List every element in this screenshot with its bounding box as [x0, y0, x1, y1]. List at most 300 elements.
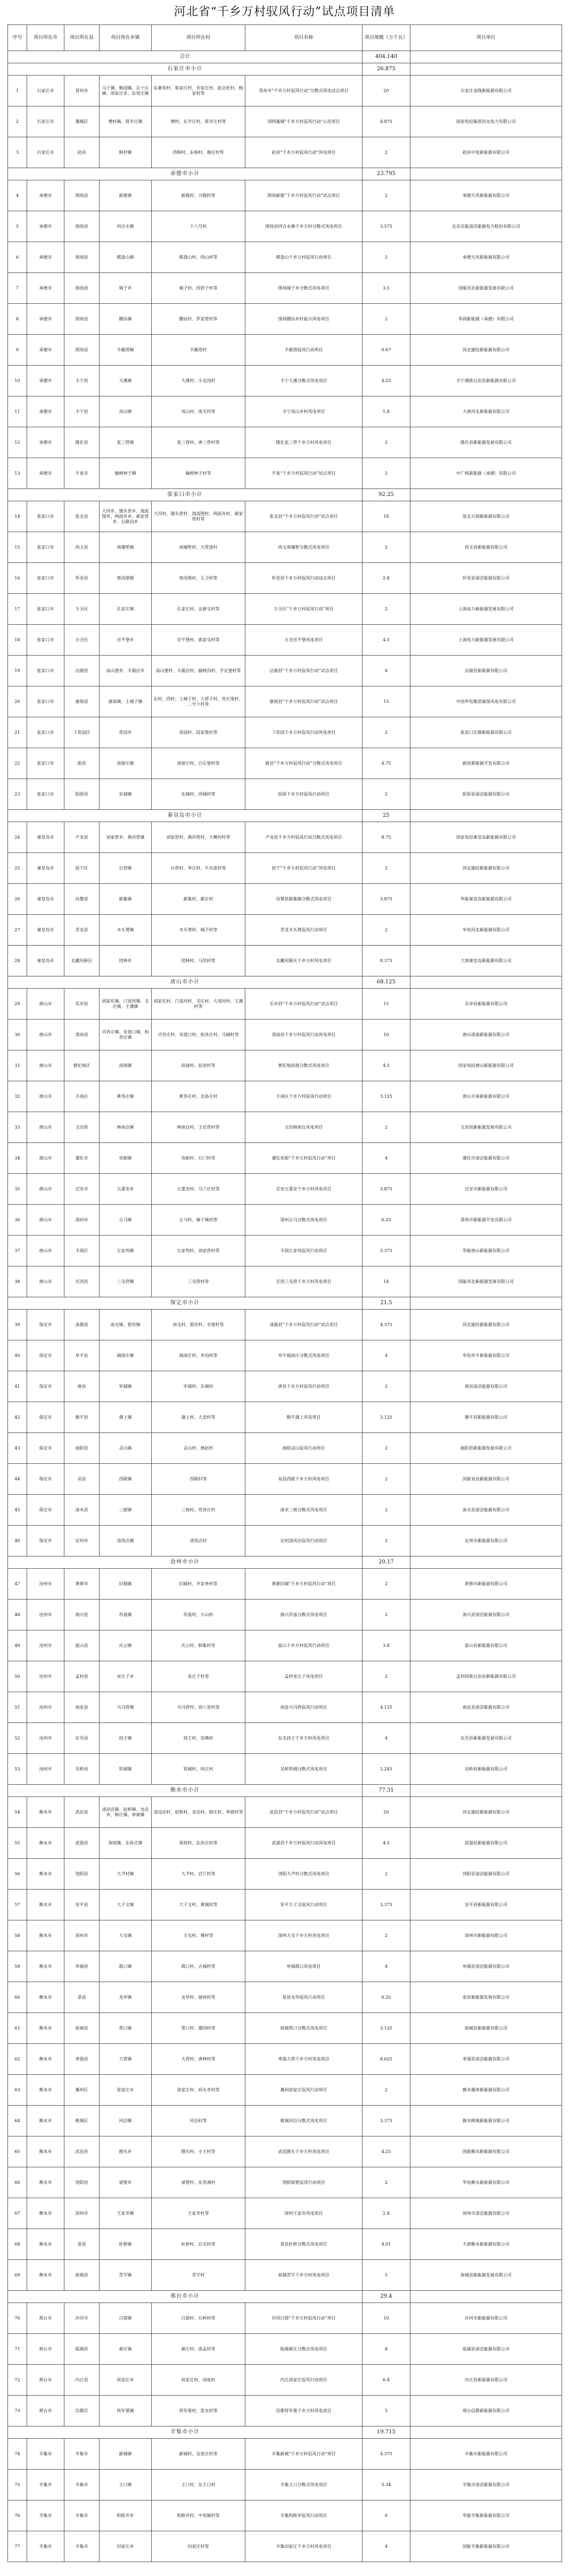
row-county: 卢龙县	[64, 822, 100, 853]
row-capacity: 4	[362, 1143, 410, 1174]
row-county: 深州市	[64, 1920, 100, 1951]
row-city: 秦皇岛市	[27, 853, 64, 884]
row-village: 铁城村、何庄村	[152, 1754, 245, 1785]
table-row	[8, 1982, 562, 2013]
row-capacity: 3.375	[362, 1890, 410, 1920]
row-capacity: 10	[362, 1020, 410, 1050]
row-town: 田家庄乡	[100, 2531, 152, 2562]
row-project-name: 遵化党峪“千乡万村驭风行动”项目	[245, 1143, 362, 1174]
row-town: 大营镇	[100, 2044, 152, 2075]
table-row	[8, 946, 562, 976]
row-county: 饶阳县	[64, 1859, 100, 1890]
row-company: 大唐衡水新能源有限公司	[410, 2229, 562, 2260]
row-village: 南留庄村、白后堡村等	[152, 748, 245, 779]
row-project-name: 安平大子文驭风行动项目	[245, 1890, 362, 1920]
row-project-name: 枣强大营千乡万村风电项目	[245, 2044, 362, 2075]
row-village: 和睦井村、中里厢村等	[152, 2500, 245, 2531]
row-capacity: 0.67	[362, 335, 410, 366]
table-row	[8, 1143, 562, 1174]
row-village: 黄各庄村、北孙庄村	[152, 1081, 245, 1112]
row-county: 遵化市	[64, 1143, 100, 1174]
row-village: 杜桥村、后屯村等	[152, 2229, 245, 2260]
row-project-name: 饶阳留楚驭风行动项目	[245, 2167, 362, 2198]
row-project-name: 顺平蒲上风电项目	[245, 1402, 362, 1433]
row-capacity: 2	[362, 1464, 410, 1495]
row-index: 54	[8, 1797, 27, 1828]
row-capacity: 2	[362, 594, 410, 625]
row-town: 新城镇	[100, 2439, 152, 2470]
row-village: 周窝村、东孙庄村等	[152, 1828, 245, 1859]
table-row	[8, 211, 562, 242]
row-town: 东城镇	[100, 779, 152, 810]
row-capacity: 2	[362, 1371, 410, 1402]
row-index: 63	[8, 2075, 27, 2106]
row-town: 棋盘山镇	[100, 242, 152, 273]
table-row	[8, 1661, 562, 1692]
row-city: 唐山市	[27, 1205, 64, 1236]
row-city: 衡水市	[27, 2198, 64, 2229]
row-project-name: 丰宁凤山乡村风电项目	[245, 396, 362, 427]
row-company: 承德天风新能源有限公司	[410, 242, 562, 273]
row-town: 乌马营镇	[100, 1692, 152, 1723]
section-blank	[410, 1556, 562, 1569]
row-project-name: 故城青罕千乡万村风电项目	[245, 2260, 362, 2291]
row-company: 吴桥县新能源有限公司	[410, 1754, 562, 1785]
row-index: 50	[8, 1661, 27, 1692]
row-capacity: 8.625	[362, 2044, 410, 2075]
row-city: 保定市	[27, 1402, 64, 1433]
table-row	[8, 1754, 562, 1785]
row-city: 邢台市	[27, 2334, 64, 2365]
row-capacity: 2	[362, 1495, 410, 1526]
row-town: 郑口镇	[100, 2013, 152, 2044]
row-capacity: 14	[362, 1266, 410, 1297]
row-county: 黄骅市	[64, 1569, 100, 1600]
row-capacity: 2	[362, 304, 410, 335]
row-town: 柴沟堡镇	[100, 563, 152, 594]
table-row	[8, 532, 562, 563]
row-city: 沧州市	[27, 1723, 64, 1754]
row-county: 故城县	[64, 2013, 100, 2044]
row-index: 35	[8, 1174, 27, 1205]
row-town: 黄各庄镇	[100, 1081, 152, 1112]
row-company: 故城县新能源发展有限公司	[410, 2260, 562, 2291]
row-project-name: 景县龙华驭风行动项目	[245, 1982, 362, 2013]
row-town: 大滩镇	[100, 366, 152, 396]
row-capacity: 15	[362, 989, 410, 1020]
table-row	[8, 1828, 562, 1859]
table-row	[8, 1371, 562, 1402]
row-town: 司各庄镇、宋道口镇、柏各庄镇	[100, 1020, 152, 1050]
row-capacity: 8	[362, 2334, 410, 2365]
row-capacity: 2	[362, 1433, 410, 1464]
section-subtotal-row	[8, 168, 562, 180]
row-company: 东光县新能源发展有限公司	[410, 1723, 562, 1754]
row-company: 衡水冀州新能源有限公司	[410, 2075, 562, 2106]
row-city: 唐山市	[27, 1236, 64, 1266]
row-capacity: 2	[362, 779, 410, 810]
row-town: 宋庄子乡	[100, 1661, 152, 1692]
row-company: 蔚县新能源开发有限公司	[410, 748, 562, 779]
row-county: 围场县	[64, 304, 100, 335]
row-index: 44	[8, 1464, 27, 1495]
row-project-name: 张北县“千乡万村驭风行动”试点项目	[245, 501, 362, 532]
row-company: 临城县清洁能源有限公司	[410, 2334, 562, 2365]
row-town: 韩村镇	[100, 137, 152, 168]
row-town: 郝庄镇	[100, 2334, 152, 2365]
row-project-name: 吴桥铁城分散式风电项目	[245, 1754, 362, 1785]
section-name: 唐山市小计	[8, 976, 362, 989]
row-county: 辛集市	[64, 2470, 100, 2500]
row-town: 南壕堑镇	[100, 532, 152, 563]
row-project-name: 辛集和睦井驭风行动项目	[245, 2500, 362, 2531]
document-title: 河北省“千乡万村驭风行动”试点项目清单	[174, 5, 395, 19]
row-company: 怀安县清洁能源有限公司	[410, 563, 562, 594]
table-row	[8, 273, 562, 304]
table-row	[8, 1569, 562, 1600]
row-index: 15	[8, 532, 27, 563]
row-village: 王家井村等	[152, 2198, 245, 2229]
row-capacity: 4	[362, 2531, 410, 2562]
row-company: 乐亭县新能源有限公司	[410, 989, 562, 1020]
row-project-name: 信都将军墓千乡万村风电项目	[245, 2396, 362, 2426]
row-village: 宋庄子村等	[152, 1661, 245, 1692]
row-project-name: 辛集新城“千乡万村驭风行动”项目	[245, 2439, 362, 2470]
row-city: 唐山市	[27, 1174, 64, 1205]
row-city: 衡水市	[27, 2167, 64, 2198]
row-company: 南皮县清洁能源有限公司	[410, 1692, 562, 1723]
row-capacity: 3.575	[362, 211, 410, 242]
row-index: 34	[8, 1143, 27, 1174]
row-capacity: 2.245	[362, 1754, 410, 1785]
row-project-name: 武强县千乡万村驭风行动风电项目	[245, 1828, 362, 1859]
row-index: 73	[8, 2396, 27, 2426]
row-village: 白错村、石岭村等	[152, 2303, 245, 2334]
section-subtotal-row	[8, 1785, 562, 1797]
row-village: 林南仓村、王官营村等	[152, 1112, 245, 1143]
row-capacity: 2.8	[362, 563, 410, 594]
section-subtotal-row	[8, 489, 562, 501]
table-row	[8, 427, 562, 458]
row-capacity: 3.375	[362, 2106, 410, 2136]
row-city: 唐山市	[27, 1266, 64, 1297]
row-company: 沙河市新能源有限公司	[410, 2303, 562, 2334]
table-row	[8, 1890, 562, 1920]
row-index: 39	[8, 1310, 27, 1340]
row-county: 信都区	[64, 2396, 100, 2426]
row-project-name: 丰润左家坞驭风行动项目	[245, 1236, 362, 1266]
row-city: 辛集市	[27, 2470, 64, 2500]
row-town: 凤山镇	[100, 396, 152, 427]
row-index: 51	[8, 1692, 27, 1723]
row-project-name: 滦南县千乡万村驭风行动风电项目	[245, 1020, 362, 1050]
row-county: 康保县	[64, 686, 100, 717]
row-capacity: 4.375	[362, 2439, 410, 2470]
section-name: 衡水市小计	[8, 1785, 362, 1797]
table-row	[8, 1020, 562, 1050]
row-company: 赵县中电新能源有限公司	[410, 137, 562, 168]
row-city: 张家口市	[27, 656, 64, 686]
row-village: 清凉店村、赵桥村、龙店村、韩庄村、审坡村等	[152, 1797, 245, 1828]
row-city: 唐山市	[27, 1050, 64, 1081]
row-town: 腰站镇	[100, 304, 152, 335]
row-index: 46	[8, 1526, 27, 1556]
row-county: 丰润区	[64, 1236, 100, 1266]
row-capacity: 3.8	[362, 1630, 410, 1661]
row-county: 涞源县	[64, 1310, 100, 1340]
row-project-name: 蔚县“千乡万村驭风行动”分散式风电项目	[245, 748, 362, 779]
row-company: 辛集市清洁能源有限公司	[410, 2470, 562, 2500]
row-project-name: 涞源县“千乡万村驭风行动”试点项目	[245, 1310, 362, 1340]
row-project-name: 黄骅旧城“千乡万村驭风行动”项目	[245, 1569, 362, 1600]
row-village: 南屯村、银坊村、水堡村等	[152, 1310, 245, 1340]
row-index: 43	[8, 1433, 27, 1464]
row-town: 王口镇	[100, 2470, 152, 2500]
section-name: 沧州市小计	[8, 1556, 362, 1569]
row-town: 高山堡乡、丰源店乡	[100, 656, 152, 686]
row-index: 38	[8, 1266, 27, 1297]
row-capacity: 4.5	[362, 625, 410, 656]
row-county: 阜城县	[64, 1951, 100, 1982]
row-county: 围场县	[64, 211, 100, 242]
row-project-name: 迁西三屯营千乡万村风电项目	[245, 1266, 362, 1297]
table-row	[8, 1236, 562, 1266]
table-row	[8, 1174, 562, 1205]
row-company: 国能河北新能源发展有限公司	[410, 273, 562, 304]
row-city: 保定市	[27, 1371, 64, 1402]
row-city: 沧州市	[27, 1600, 64, 1630]
row-company: 曲阳县新能源发展有限公司	[410, 1433, 562, 1464]
row-village: 将军墓村、浆水村等	[152, 2396, 245, 2426]
row-city: 承德市	[27, 180, 64, 211]
row-county: 沙河市	[64, 2303, 100, 2334]
section-blank	[410, 489, 562, 501]
row-village: 五重安村、马兰庄村等	[152, 1174, 245, 1205]
row-town: 留楚乡	[100, 2167, 152, 2198]
row-town: 霞口镇	[100, 1951, 152, 1982]
row-village: 新拨村、兴隆村等	[152, 180, 245, 211]
row-capacity: 4.5	[362, 1050, 410, 1081]
row-county: 滦州市	[64, 1205, 100, 1236]
table-row	[8, 2470, 562, 2500]
section-name: 张家口市小计	[8, 489, 362, 501]
table-row	[8, 106, 562, 137]
row-city: 衡水市	[27, 1982, 64, 2013]
row-index: 27	[8, 915, 27, 946]
row-town: 王家井镇	[100, 2198, 152, 2229]
row-town: 城南庄镇	[100, 1340, 152, 1371]
table-row	[8, 1310, 562, 1340]
row-index: 33	[8, 1112, 27, 1143]
table-row	[8, 76, 562, 106]
row-city: 保定市	[27, 1526, 64, 1556]
row-county: 赵县	[64, 137, 100, 168]
section-subtotal: 92.25	[362, 489, 410, 501]
row-project-name: 卢龙县千乡万村驭风行动分散式风电项目	[245, 822, 362, 853]
row-index: 2	[8, 106, 27, 137]
table-row	[8, 1464, 562, 1495]
row-index: 18	[8, 625, 27, 656]
table-row	[8, 717, 562, 748]
row-county: 辛集市	[64, 2439, 100, 2470]
row-company: 滦州市新能源开发有限公司	[410, 1205, 562, 1236]
row-project-name: 万全宣平堡风电项目	[245, 625, 362, 656]
row-capacity: 3.875	[362, 884, 410, 915]
row-company: 唐山丰南新能源有限公司	[410, 1081, 562, 1112]
row-town: 苏基镇	[100, 1600, 152, 1630]
row-index: 53	[8, 1754, 27, 1785]
row-town: 城子乡	[100, 273, 152, 304]
row-county: 玉田县	[64, 1112, 100, 1143]
table-row	[8, 2531, 562, 2562]
row-index: 12	[8, 427, 27, 458]
table-row	[8, 915, 562, 946]
row-index: 36	[8, 1205, 27, 1236]
row-project-name: 辛集田家庄千乡万村风电项目	[245, 2531, 362, 2562]
table-row	[8, 180, 562, 211]
table-row	[8, 2303, 562, 2334]
table-row	[8, 1692, 562, 1723]
row-company: 上海电力新能源发展有限公司	[410, 625, 562, 656]
row-village: 十八号村	[152, 211, 245, 242]
row-county: 抚宁区	[64, 853, 100, 884]
row-county: 阜平县	[64, 1340, 100, 1371]
row-county: 尚义县	[64, 532, 100, 563]
row-town: 林南仓镇	[100, 1112, 152, 1143]
row-city: 辛集市	[27, 2500, 64, 2531]
row-index: 57	[8, 1890, 27, 1920]
row-county: 内丘县	[64, 2365, 100, 2396]
row-company: 深州市清洁能源有限公司	[410, 2198, 562, 2229]
section-name: 承德市小计	[8, 168, 362, 180]
row-village: 东村、西村、土城子村、大营子村、处长地村、二号卜村等	[152, 686, 245, 717]
row-city: 秦皇岛市	[27, 946, 64, 976]
row-index: 58	[8, 1920, 27, 1951]
section-name: 邢台市小计	[8, 2291, 362, 2303]
row-city: 张家口市	[27, 594, 64, 625]
header-cell: 项目所在村	[152, 25, 245, 51]
row-company: 武强县新能源有限公司	[410, 1828, 562, 1859]
table-row	[8, 137, 562, 168]
row-project-name: 北戴河新区千乡万村风电项目	[245, 946, 362, 976]
row-town: 大屯镇	[100, 1920, 152, 1951]
row-village: 灵山村、燕赵村	[152, 1433, 245, 1464]
row-village: 大尹村、官厅村等	[152, 1859, 245, 1890]
section-subtotal: 29.4	[362, 2291, 410, 2303]
row-capacity: 4.25	[362, 366, 410, 396]
table-row	[8, 304, 562, 335]
row-town: 杜桥镇	[100, 2229, 152, 2260]
row-town: 将军墓镇	[100, 2396, 152, 2426]
row-village: 田家庄村等	[152, 2531, 245, 2562]
table-row	[8, 2106, 562, 2136]
table-row	[8, 2044, 562, 2075]
row-project-name: 临城郝庄分散式风电项目	[245, 2334, 362, 2365]
row-index: 9	[8, 335, 27, 366]
row-county: 冀州区	[64, 2075, 100, 2106]
row-town: 增村镇、贾市庄镇	[100, 106, 152, 137]
section-subtotal-row	[8, 976, 562, 989]
row-county: 昌黎县	[64, 884, 100, 915]
section-subtotal-row	[8, 810, 562, 822]
row-project-name: 冀州徐家庄驭风行动项目	[245, 2075, 362, 2106]
row-capacity: 6	[362, 2500, 410, 2531]
row-town: 大河乡、馒头营乡、海流图乡、两面井乡、郝家营乡、台路沟乡	[100, 501, 152, 532]
row-project-name: 抚宁“千乡万村驭风行动”风电项目	[245, 853, 362, 884]
row-city: 衡水市	[27, 2229, 64, 2260]
row-village: 孔家庄村、北新屯村等	[152, 594, 245, 625]
row-project-name: 唐县千乡万村驭风行动项目	[245, 1371, 362, 1402]
row-city: 衡水市	[27, 2136, 64, 2167]
table-row	[8, 242, 562, 273]
row-village: 圈头村、小王村等	[152, 2136, 245, 2167]
header-cell: 项目所在县	[64, 25, 100, 51]
row-index: 65	[8, 2136, 27, 2167]
row-company: 唐山滦南新能源有限公司	[410, 1020, 562, 1050]
row-county: 武邑县	[64, 2136, 100, 2167]
header-cell: 序号	[8, 25, 27, 51]
row-company: 华电衡水新能源有限公司	[410, 2167, 562, 2198]
row-index: 28	[8, 946, 27, 976]
row-county: 下花园区	[64, 717, 100, 748]
row-village: 党峪村、石门村等	[152, 1143, 245, 1174]
row-capacity: 2	[362, 1920, 410, 1951]
table-row	[8, 1859, 562, 1890]
row-index: 60	[8, 1982, 27, 2013]
row-project-name: 阳原千乡万村驭风行动项目	[245, 779, 362, 810]
row-project-name: 曲阳灵山驭风行动项目	[245, 1433, 362, 1464]
row-capacity: 2.8	[362, 2198, 410, 2229]
row-capacity: 10	[362, 2303, 410, 2334]
table-row	[8, 822, 562, 853]
row-city: 唐山市	[27, 1020, 64, 1050]
table-row	[8, 2013, 562, 2044]
table-row	[8, 2500, 562, 2531]
table-row	[8, 2365, 562, 2396]
section-blank	[410, 63, 562, 76]
table-row	[8, 2136, 562, 2167]
section-subtotal: 77.31	[362, 1785, 410, 1797]
table-row	[8, 1526, 562, 1556]
row-company: 景县新能源发展有限公司	[410, 1982, 562, 2013]
row-index: 70	[8, 2303, 27, 2334]
row-company: 华能唐山新能源有限公司	[410, 1236, 562, 1266]
row-company: 国能衡水新能源有限公司	[410, 2136, 562, 2167]
row-capacity: 4.375	[362, 1310, 410, 1340]
table-row	[8, 1402, 562, 1433]
row-capacity: 3.875	[362, 1174, 410, 1205]
row-county: 万全区	[64, 594, 100, 625]
row-city: 承德市	[27, 458, 64, 489]
section-subtotal: 19.715	[362, 2426, 410, 2439]
row-county: 张北县	[64, 501, 100, 532]
row-county: 迁安市	[64, 1174, 100, 1205]
row-village: 西陵村等	[152, 1464, 245, 1495]
row-city: 衡水市	[27, 1951, 64, 1982]
row-city: 承德市	[27, 335, 64, 366]
table-row	[8, 853, 562, 884]
row-company: 华电阜平新能源有限公司	[410, 1340, 562, 1371]
row-county: 顺平县	[64, 1402, 100, 1433]
row-company: 定州市新能源有限公司	[410, 1526, 562, 1556]
section-subtotal-row	[8, 1556, 562, 1569]
row-capacity: 2	[362, 427, 410, 458]
row-project-name: 平泉“千乡万村驭风行动”试点项目	[245, 458, 362, 489]
row-town: 新拨镇	[100, 180, 152, 211]
row-company: 安平县新能源有限公司	[410, 1890, 562, 1920]
row-index: 6	[8, 242, 27, 273]
row-project-name: 故城郑口分散式风电项目	[245, 2013, 362, 2044]
